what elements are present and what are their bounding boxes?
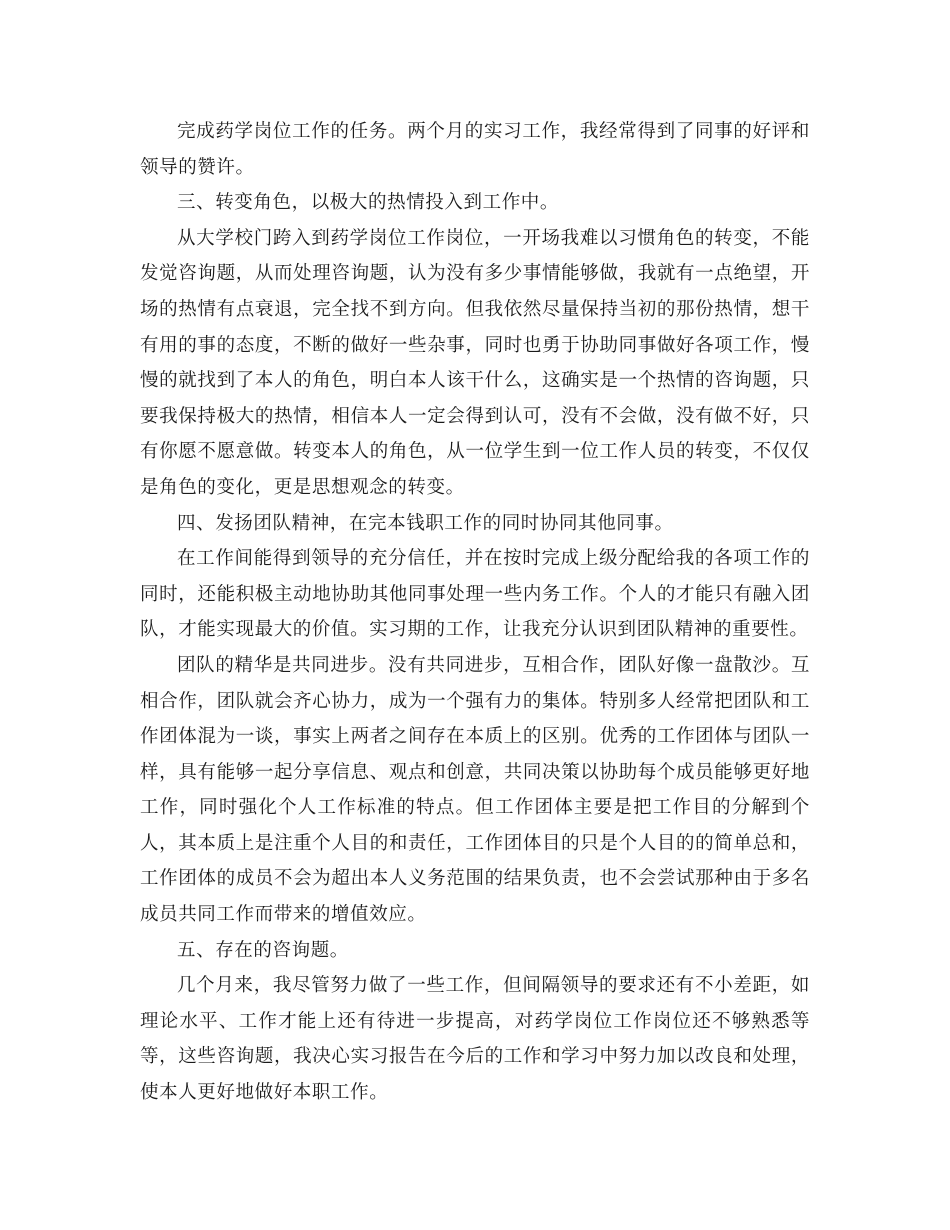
paragraph: 在工作间能得到领导的充分信任，并在按时完成上级分配给我的各项工作的同时，还能积极主动地协助其他同事处理一些内务工作。个人的才能只有融入团队，才能实现最大的价值。实习期的工作，让我充分认识到团队精神的重要性。 [140, 548, 810, 641]
section-heading: 五、存在的咨询题。 [177, 939, 349, 961]
document-body [140, 114, 810, 1111]
paragraph: 几个月来，我尽管努力做了一些工作，但间隔领导的要求还有不小差距，如理论水平、工作才能上还有待进一步提高，对药学岗位工作岗位还不够熟悉等等，这些咨询题，我决心实习报告在今后的工作和学习中努力加以改良和处理，使本人更好地做好本职工作。 [140, 975, 810, 1104]
section-heading: 三、转变角色，以极大的热情投入到工作中。 [177, 192, 560, 214]
paragraph: 完成药学岗位工作的任务。两个月的实习工作，我经常得到了同事的好评和领导的赞许。 [140, 121, 810, 178]
paragraph: 从大学校门跨入到药学岗位工作岗位，一开场我难以习惯角色的转变，不能发觉咨询题，从而处理咨询题，认为没有多少事情能够做，我就有一点绝望，开场的热情有点衰退，完全找不到方向。但我依然尽量保持当初的那份热情，想干有用的事的态度，不断的做好一些杂事，同时也勇于协助同事做好各项工作，慢慢的就找到了本人的角色，明白本人该干什么，这确实是一个热情的咨询题，只要我保持极大的热情，相信本人一定会得到认可，没有不会做，没有做不好，只有你愿不愿意做。转变本人的角色，从一位学生到一位工作人员的转变，不仅仅是角色的变化，更是思想观念的转变。 [140, 227, 810, 498]
section-heading: 四、发扬团队精神，在完本钱职工作的同时协同其他同事。 [177, 512, 674, 534]
paragraph: 团队的精华是共同进步。没有共同进步，互相合作，团队好像一盘散沙。互相合作，团队就会齐心协力，成为一个强有力的集体。特别多人经常把团队和工作团体混为一谈，事实上两者之间存在本质上的区别。优秀的工作团体与团队一样，具有能够一起分享信息、观点和创意，共同决策以协助每个成员能够更好地工作，同时强化个人工作标准的特点。但工作团体主要是把工作目的分解到个人，其本质上是注重个人目的和责任，工作团体目的只是个人目的的简单总和，工作团体的成员不会为超出本人义务范围的结果负责，也不会尝试那种由于多名成员共同工作而带来的增值效应。 [140, 654, 810, 926]
